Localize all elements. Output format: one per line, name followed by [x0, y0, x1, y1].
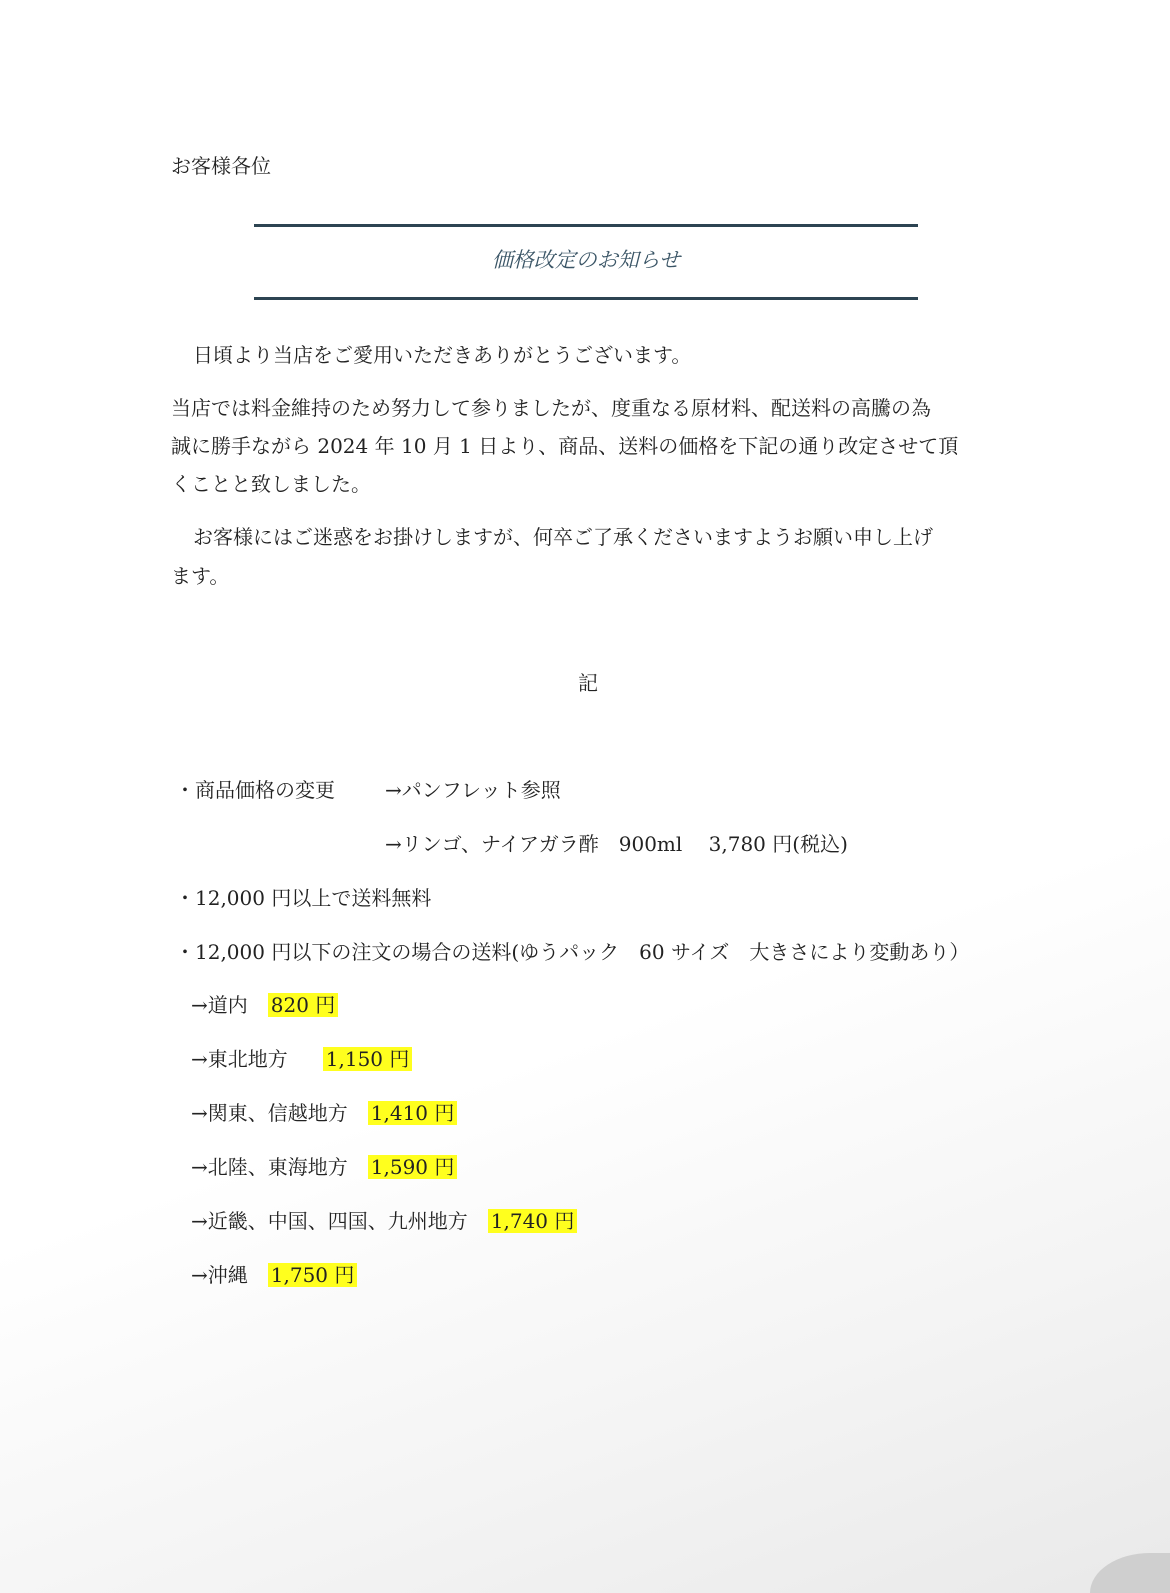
shipping-rate-row — [191, 1155, 457, 1179]
item-free-shipping: ・12,000 円以上で送料無料 — [175, 886, 432, 910]
paragraph-apology-line: ます。 — [171, 564, 230, 588]
paragraph-body-line: 当店では料金維持のため努力して参りましたが、度重なる原材料、配送料の高騰の為 — [171, 396, 931, 420]
shipping-rate-row — [191, 1101, 457, 1125]
shipping-price: 820 円 — [268, 993, 339, 1017]
page-curl-shadow — [1090, 1553, 1170, 1593]
title-rule-top — [254, 224, 918, 227]
item-shipping-fee: ・12,000 円以下の注文の場合の送料(ゆうパック 60 サイズ 大きさにより変動あり） — [175, 940, 970, 964]
shipping-price: 1,590 円 — [368, 1155, 458, 1179]
shipping-region: →北陸、東海地方 — [191, 1155, 348, 1179]
shipping-rate-row — [191, 993, 338, 1017]
item-price-change-label: ・商品価格の変更 — [175, 778, 335, 802]
paragraph-body-line: 誠に勝手ながら 2024 年 10 月 1 日より、商品、送料の価格を下記の通り改定させて頂 — [171, 434, 959, 458]
shipping-price: 1,750 円 — [268, 1263, 358, 1287]
shipping-price: 1,410 円 — [368, 1101, 458, 1125]
ki-heading: 記 — [578, 671, 598, 695]
paragraph-greeting: 日頃より当店をご愛用いただきありがとうございます。 — [193, 343, 692, 367]
shipping-rate-row — [191, 1047, 412, 1071]
paragraph-body-line: くことと致しました。 — [171, 472, 371, 496]
shipping-price: 1,740 円 — [488, 1209, 578, 1233]
title-rule-bottom — [254, 297, 918, 300]
item-price-change-product: →リンゴ、ナイアガラ酢 900ml 3,780 円(税込) — [385, 832, 848, 856]
salutation: お客様各位 — [171, 154, 271, 178]
shipping-region: →関東、信越地方 — [191, 1101, 348, 1125]
paragraph-apology-line: お客様にはご迷惑をお掛けしますが、何卒ご了承くださいますようお願い申し上げ — [193, 525, 933, 549]
shipping-price: 1,150 円 — [323, 1047, 413, 1071]
shipping-region: →沖縄 — [191, 1263, 248, 1287]
shipping-rate-row — [191, 1263, 357, 1287]
shipping-region: →道内 — [191, 993, 248, 1017]
item-price-change-pamphlet: →パンフレット参照 — [385, 778, 561, 802]
document-title: 価格改定のお知らせ — [491, 248, 681, 272]
shipping-rate-row — [191, 1209, 577, 1233]
shipping-region: →東北地方 — [191, 1047, 288, 1071]
shipping-region: →近畿、中国、四国、九州地方 — [191, 1209, 468, 1233]
